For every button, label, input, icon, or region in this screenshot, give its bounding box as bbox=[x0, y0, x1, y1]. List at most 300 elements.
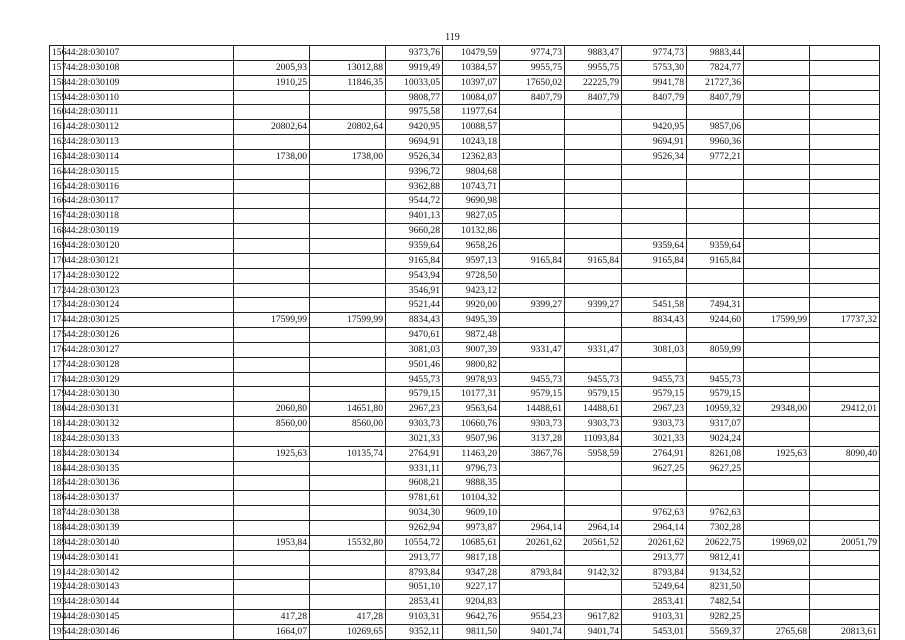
value-cell: 13012,88 bbox=[310, 60, 386, 75]
value-cell bbox=[234, 238, 310, 253]
value-cell bbox=[744, 328, 810, 343]
row-index-cell: 187 bbox=[50, 506, 64, 521]
value-cell bbox=[744, 253, 810, 268]
value-cell bbox=[500, 476, 565, 491]
value-cell bbox=[810, 179, 880, 194]
value-cell: 3021,33 bbox=[622, 431, 687, 446]
cadastral-code-cell: 44:28:030127 bbox=[64, 342, 234, 357]
value-cell bbox=[234, 431, 310, 446]
value-cell: 21727,36 bbox=[687, 75, 744, 90]
value-cell: 3137,28 bbox=[500, 431, 565, 446]
value-cell: 10959,32 bbox=[687, 402, 744, 417]
value-cell: 8834,43 bbox=[622, 313, 687, 328]
value-cell: 17599,99 bbox=[744, 313, 810, 328]
value-cell: 20622,75 bbox=[687, 535, 744, 550]
value-cell: 9978,93 bbox=[443, 372, 500, 387]
value-cell bbox=[744, 610, 810, 625]
value-cell: 9495,39 bbox=[443, 313, 500, 328]
cadastral-code-cell: 44:28:030133 bbox=[64, 431, 234, 446]
value-cell bbox=[234, 565, 310, 580]
value-cell bbox=[234, 461, 310, 476]
row-index-cell: 157 bbox=[50, 60, 64, 75]
cadastral-code-cell: 44:28:030134 bbox=[64, 446, 234, 461]
value-cell: 7302,28 bbox=[687, 521, 744, 536]
value-cell: 9817,18 bbox=[443, 550, 500, 565]
value-cell: 9627,25 bbox=[687, 461, 744, 476]
table-row bbox=[50, 179, 880, 194]
value-cell: 9642,76 bbox=[443, 610, 500, 625]
row-index-cell: 169 bbox=[50, 238, 64, 253]
row-index-cell: 182 bbox=[50, 431, 64, 446]
value-cell: 9034,30 bbox=[386, 506, 443, 521]
cadastral-code-cell: 44:28:030130 bbox=[64, 387, 234, 402]
table-row bbox=[50, 298, 880, 313]
value-cell: 20261,62 bbox=[622, 535, 687, 550]
value-cell bbox=[565, 120, 622, 135]
row-index-cell: 167 bbox=[50, 209, 64, 224]
value-cell bbox=[744, 238, 810, 253]
value-cell bbox=[310, 179, 386, 194]
value-cell bbox=[565, 179, 622, 194]
value-cell bbox=[744, 209, 810, 224]
table-row bbox=[50, 402, 880, 417]
value-cell: 9352,11 bbox=[386, 624, 443, 639]
value-cell bbox=[810, 550, 880, 565]
table-body bbox=[50, 46, 880, 640]
value-cell bbox=[744, 224, 810, 239]
value-cell bbox=[744, 431, 810, 446]
value-cell bbox=[810, 431, 880, 446]
cadastral-code-cell: 44:28:030129 bbox=[64, 372, 234, 387]
value-cell bbox=[310, 476, 386, 491]
value-cell: 10104,32 bbox=[443, 491, 500, 506]
value-cell: 11977,64 bbox=[443, 105, 500, 120]
value-cell bbox=[310, 298, 386, 313]
table-row bbox=[50, 461, 880, 476]
value-cell bbox=[234, 224, 310, 239]
value-cell: 8793,84 bbox=[622, 565, 687, 580]
value-cell: 9303,73 bbox=[500, 417, 565, 432]
value-cell bbox=[310, 595, 386, 610]
value-cell: 10269,65 bbox=[310, 624, 386, 639]
value-cell bbox=[234, 550, 310, 565]
page-number: 119 bbox=[445, 32, 460, 43]
value-cell: 9920,00 bbox=[443, 298, 500, 313]
value-cell: 10084,07 bbox=[443, 90, 500, 105]
value-cell: 9772,21 bbox=[687, 149, 744, 164]
value-cell: 9762,63 bbox=[622, 506, 687, 521]
value-cell bbox=[234, 46, 310, 61]
value-cell: 10033,05 bbox=[386, 75, 443, 90]
value-cell: 9888,35 bbox=[443, 476, 500, 491]
row-index-cell: 168 bbox=[50, 224, 64, 239]
value-cell: 5753,30 bbox=[622, 60, 687, 75]
value-cell bbox=[744, 179, 810, 194]
value-cell: 15532,80 bbox=[310, 535, 386, 550]
table-row bbox=[50, 417, 880, 432]
value-cell bbox=[500, 135, 565, 150]
table-row bbox=[50, 149, 880, 164]
value-cell bbox=[810, 565, 880, 580]
value-cell: 9007,39 bbox=[443, 342, 500, 357]
value-cell: 9960,36 bbox=[687, 135, 744, 150]
value-cell: 2765,68 bbox=[744, 624, 810, 639]
value-cell bbox=[810, 357, 880, 372]
value-cell bbox=[565, 224, 622, 239]
value-cell: 9941,78 bbox=[622, 75, 687, 90]
value-cell: 9470,61 bbox=[386, 328, 443, 343]
value-cell bbox=[810, 491, 880, 506]
value-cell bbox=[810, 521, 880, 536]
value-cell bbox=[744, 135, 810, 150]
value-cell bbox=[744, 342, 810, 357]
value-cell bbox=[744, 476, 810, 491]
row-index-cell: 158 bbox=[50, 75, 64, 90]
row-index-cell: 190 bbox=[50, 550, 64, 565]
value-cell bbox=[234, 521, 310, 536]
row-index-cell: 166 bbox=[50, 194, 64, 209]
value-cell bbox=[687, 328, 744, 343]
value-cell bbox=[234, 476, 310, 491]
row-index-cell: 189 bbox=[50, 535, 64, 550]
value-cell: 7824,77 bbox=[687, 60, 744, 75]
value-cell bbox=[234, 387, 310, 402]
value-cell: 9579,15 bbox=[687, 387, 744, 402]
value-cell: 8793,84 bbox=[500, 565, 565, 580]
value-cell bbox=[744, 550, 810, 565]
value-cell: 2853,41 bbox=[386, 595, 443, 610]
row-index-cell: 171 bbox=[50, 268, 64, 283]
value-cell: 9811,50 bbox=[443, 624, 500, 639]
value-cell: 9597,13 bbox=[443, 253, 500, 268]
value-cell: 9526,34 bbox=[622, 149, 687, 164]
table-row bbox=[50, 550, 880, 565]
value-cell bbox=[234, 580, 310, 595]
cadastral-code-cell: 44:28:030124 bbox=[64, 298, 234, 313]
value-cell: 9024,24 bbox=[687, 431, 744, 446]
value-cell bbox=[565, 476, 622, 491]
table-row bbox=[50, 595, 880, 610]
table-row bbox=[50, 491, 880, 506]
value-cell bbox=[310, 194, 386, 209]
table-row bbox=[50, 238, 880, 253]
value-cell: 9244,60 bbox=[687, 313, 744, 328]
value-cell bbox=[310, 224, 386, 239]
value-cell bbox=[500, 268, 565, 283]
value-cell bbox=[310, 387, 386, 402]
value-cell: 8407,79 bbox=[622, 90, 687, 105]
value-cell: 17599,99 bbox=[234, 313, 310, 328]
value-cell bbox=[310, 357, 386, 372]
value-cell bbox=[234, 105, 310, 120]
value-cell bbox=[234, 179, 310, 194]
cadastral-code-cell: 44:28:030110 bbox=[64, 90, 234, 105]
value-cell bbox=[565, 164, 622, 179]
value-cell bbox=[744, 164, 810, 179]
value-cell bbox=[687, 283, 744, 298]
value-cell: 1664,07 bbox=[234, 624, 310, 639]
value-cell bbox=[744, 60, 810, 75]
row-index-cell: 185 bbox=[50, 476, 64, 491]
value-cell: 9455,73 bbox=[622, 372, 687, 387]
value-cell bbox=[310, 550, 386, 565]
cadastral-code-cell: 44:28:030139 bbox=[64, 521, 234, 536]
value-cell: 9827,05 bbox=[443, 209, 500, 224]
value-cell: 20802,64 bbox=[234, 120, 310, 135]
value-cell: 9883,47 bbox=[565, 46, 622, 61]
value-cell: 10743,71 bbox=[443, 179, 500, 194]
value-cell bbox=[310, 283, 386, 298]
cadastral-code-cell: 44:28:030111 bbox=[64, 105, 234, 120]
value-cell: 9347,28 bbox=[443, 565, 500, 580]
row-index-cell: 179 bbox=[50, 387, 64, 402]
value-cell bbox=[687, 357, 744, 372]
value-cell: 8059,99 bbox=[687, 342, 744, 357]
value-cell: 2913,77 bbox=[622, 550, 687, 565]
value-cell bbox=[500, 357, 565, 372]
value-cell bbox=[622, 283, 687, 298]
row-index-cell: 162 bbox=[50, 135, 64, 150]
value-cell: 5451,58 bbox=[622, 298, 687, 313]
value-cell: 9501,46 bbox=[386, 357, 443, 372]
value-cell bbox=[744, 372, 810, 387]
table-row bbox=[50, 164, 880, 179]
table-row bbox=[50, 209, 880, 224]
row-index-cell: 174 bbox=[50, 313, 64, 328]
value-cell: 9420,95 bbox=[386, 120, 443, 135]
value-cell: 9728,50 bbox=[443, 268, 500, 283]
cadastral-code-cell: 44:28:030112 bbox=[64, 120, 234, 135]
table-row bbox=[50, 90, 880, 105]
row-index-cell: 191 bbox=[50, 565, 64, 580]
value-cell: 9627,25 bbox=[622, 461, 687, 476]
value-cell bbox=[744, 90, 810, 105]
value-cell bbox=[687, 194, 744, 209]
value-cell: 9399,27 bbox=[500, 298, 565, 313]
row-index-cell: 164 bbox=[50, 164, 64, 179]
value-cell: 9919,49 bbox=[386, 60, 443, 75]
value-cell bbox=[500, 580, 565, 595]
value-cell bbox=[744, 491, 810, 506]
value-cell: 8090,40 bbox=[810, 446, 880, 461]
row-index-cell: 161 bbox=[50, 120, 64, 135]
table-row bbox=[50, 580, 880, 595]
value-cell: 9804,68 bbox=[443, 164, 500, 179]
table-row bbox=[50, 268, 880, 283]
row-index-cell: 170 bbox=[50, 253, 64, 268]
row-index-cell: 183 bbox=[50, 446, 64, 461]
value-cell: 29412,01 bbox=[810, 402, 880, 417]
row-index-cell: 175 bbox=[50, 328, 64, 343]
value-cell: 9134,52 bbox=[687, 565, 744, 580]
value-cell bbox=[810, 209, 880, 224]
table-row bbox=[50, 431, 880, 446]
value-cell bbox=[687, 164, 744, 179]
value-cell bbox=[500, 238, 565, 253]
cadastral-code-cell: 44:28:030118 bbox=[64, 209, 234, 224]
table-row bbox=[50, 328, 880, 343]
cadastral-code-cell: 44:28:030137 bbox=[64, 491, 234, 506]
value-cell: 20261,62 bbox=[500, 535, 565, 550]
value-cell: 9543,94 bbox=[386, 268, 443, 283]
value-cell: 8560,00 bbox=[234, 417, 310, 432]
value-cell bbox=[565, 105, 622, 120]
value-cell: 14651,80 bbox=[310, 402, 386, 417]
value-cell: 1925,63 bbox=[234, 446, 310, 461]
value-cell bbox=[234, 357, 310, 372]
value-cell bbox=[234, 194, 310, 209]
value-cell: 17737,32 bbox=[810, 313, 880, 328]
value-cell: 9359,64 bbox=[687, 238, 744, 253]
value-cell: 9401,13 bbox=[386, 209, 443, 224]
value-cell bbox=[310, 431, 386, 446]
value-cell: 7494,31 bbox=[687, 298, 744, 313]
value-cell bbox=[810, 610, 880, 625]
value-cell bbox=[310, 209, 386, 224]
value-cell bbox=[622, 209, 687, 224]
value-cell: 3546,91 bbox=[386, 283, 443, 298]
value-cell bbox=[565, 149, 622, 164]
value-cell: 2967,23 bbox=[622, 402, 687, 417]
value-cell bbox=[687, 179, 744, 194]
value-cell: 17650,02 bbox=[500, 75, 565, 90]
row-index-cell: 192 bbox=[50, 580, 64, 595]
value-cell bbox=[500, 491, 565, 506]
value-cell bbox=[810, 476, 880, 491]
value-cell: 29348,00 bbox=[744, 402, 810, 417]
value-cell: 9579,15 bbox=[622, 387, 687, 402]
value-cell: 9401,74 bbox=[500, 624, 565, 639]
value-cell: 1910,25 bbox=[234, 75, 310, 90]
value-cell bbox=[622, 224, 687, 239]
value-cell bbox=[810, 298, 880, 313]
table-row bbox=[50, 357, 880, 372]
value-cell: 9423,12 bbox=[443, 283, 500, 298]
value-cell: 9579,15 bbox=[565, 387, 622, 402]
value-cell bbox=[500, 105, 565, 120]
value-cell bbox=[310, 565, 386, 580]
value-cell: 8407,79 bbox=[565, 90, 622, 105]
value-cell: 9544,72 bbox=[386, 194, 443, 209]
value-cell: 2853,41 bbox=[622, 595, 687, 610]
value-cell: 11463,20 bbox=[443, 446, 500, 461]
value-cell: 8407,79 bbox=[500, 90, 565, 105]
value-cell: 5958,59 bbox=[565, 446, 622, 461]
value-cell bbox=[310, 461, 386, 476]
value-cell: 9579,15 bbox=[500, 387, 565, 402]
table-row bbox=[50, 313, 880, 328]
value-cell bbox=[810, 506, 880, 521]
value-cell: 8261,08 bbox=[687, 446, 744, 461]
value-cell bbox=[500, 120, 565, 135]
value-cell bbox=[310, 342, 386, 357]
value-cell bbox=[500, 164, 565, 179]
value-cell: 9282,25 bbox=[687, 610, 744, 625]
value-cell bbox=[744, 298, 810, 313]
value-cell: 9227,17 bbox=[443, 580, 500, 595]
value-cell: 9103,31 bbox=[622, 610, 687, 625]
value-cell: 9608,21 bbox=[386, 476, 443, 491]
value-cell: 5453,01 bbox=[622, 624, 687, 639]
value-cell: 10177,31 bbox=[443, 387, 500, 402]
value-cell bbox=[810, 194, 880, 209]
row-index-cell: 173 bbox=[50, 298, 64, 313]
value-cell bbox=[622, 268, 687, 283]
value-cell: 9658,26 bbox=[443, 238, 500, 253]
value-cell: 9262,94 bbox=[386, 521, 443, 536]
value-cell: 2060,80 bbox=[234, 402, 310, 417]
value-cell: 22225,79 bbox=[565, 75, 622, 90]
value-cell: 9373,76 bbox=[386, 46, 443, 61]
value-cell bbox=[310, 580, 386, 595]
value-cell bbox=[565, 461, 622, 476]
value-cell: 9507,96 bbox=[443, 431, 500, 446]
value-cell bbox=[622, 357, 687, 372]
value-cell: 9455,73 bbox=[386, 372, 443, 387]
value-cell bbox=[744, 283, 810, 298]
table-row bbox=[50, 120, 880, 135]
value-cell bbox=[810, 164, 880, 179]
value-cell: 2964,14 bbox=[500, 521, 565, 536]
value-cell: 9660,28 bbox=[386, 224, 443, 239]
value-cell bbox=[810, 75, 880, 90]
value-cell bbox=[234, 372, 310, 387]
value-cell: 10479,59 bbox=[443, 46, 500, 61]
value-cell bbox=[744, 387, 810, 402]
cadastral-code-cell: 44:28:030108 bbox=[64, 60, 234, 75]
cadastral-code-cell: 44:28:030138 bbox=[64, 506, 234, 521]
value-cell bbox=[310, 268, 386, 283]
value-cell: 9955,75 bbox=[500, 60, 565, 75]
row-index-cell: 194 bbox=[50, 610, 64, 625]
cadastral-code-cell: 44:28:030123 bbox=[64, 283, 234, 298]
value-cell: 9455,73 bbox=[687, 372, 744, 387]
value-cell: 9579,15 bbox=[386, 387, 443, 402]
value-cell bbox=[687, 224, 744, 239]
value-cell bbox=[744, 120, 810, 135]
cadastral-code-cell: 44:28:030120 bbox=[64, 238, 234, 253]
value-cell: 1738,00 bbox=[310, 149, 386, 164]
value-cell: 9142,32 bbox=[565, 565, 622, 580]
cadastral-code-cell: 44:28:030136 bbox=[64, 476, 234, 491]
value-cell: 2967,23 bbox=[386, 402, 443, 417]
table-row bbox=[50, 75, 880, 90]
value-cell: 9165,84 bbox=[687, 253, 744, 268]
value-cell: 9204,83 bbox=[443, 595, 500, 610]
value-cell bbox=[810, 342, 880, 357]
value-cell: 9609,10 bbox=[443, 506, 500, 521]
value-cell: 9774,73 bbox=[500, 46, 565, 61]
value-cell bbox=[565, 313, 622, 328]
value-cell: 9808,77 bbox=[386, 90, 443, 105]
value-cell bbox=[744, 417, 810, 432]
value-cell bbox=[622, 164, 687, 179]
value-cell bbox=[810, 149, 880, 164]
value-cell: 9455,73 bbox=[565, 372, 622, 387]
value-cell: 417,28 bbox=[234, 610, 310, 625]
value-cell: 14488,61 bbox=[500, 402, 565, 417]
value-cell bbox=[234, 298, 310, 313]
value-cell bbox=[810, 387, 880, 402]
value-cell: 9694,91 bbox=[386, 135, 443, 150]
table-row bbox=[50, 253, 880, 268]
value-cell: 9396,72 bbox=[386, 164, 443, 179]
value-cell: 9420,95 bbox=[622, 120, 687, 135]
cadastral-code-cell: 44:28:030114 bbox=[64, 149, 234, 164]
value-cell bbox=[234, 209, 310, 224]
value-cell bbox=[810, 461, 880, 476]
value-cell: 2005,93 bbox=[234, 60, 310, 75]
